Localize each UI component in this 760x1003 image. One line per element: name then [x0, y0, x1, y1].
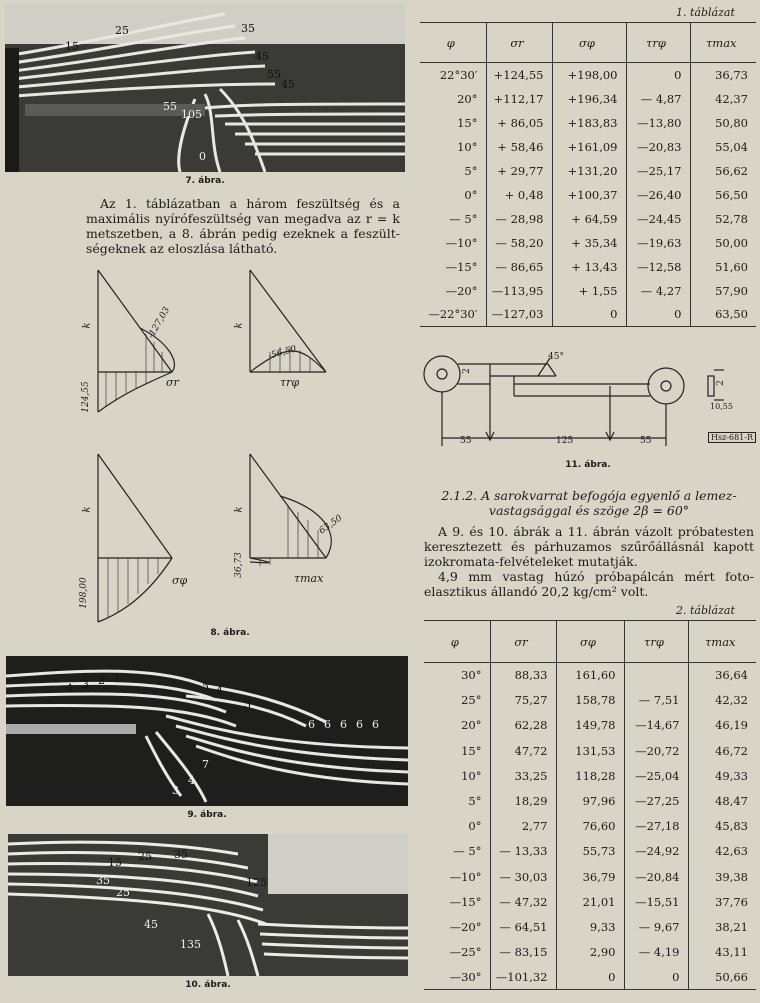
table-cell: 161,60	[556, 663, 624, 688]
table-cell: 50,00	[690, 231, 756, 255]
table-row	[424, 940, 756, 965]
fig8-sr-base: 124,55	[80, 381, 91, 413]
table-row	[420, 111, 756, 135]
table-cell: + 1,55	[552, 279, 626, 303]
table-cell: —24,92	[624, 839, 688, 864]
fig9-label: 7	[202, 758, 209, 771]
paragraph-text: 4,9 mm vastag húzó próbapálcán mért fotoelasztikus állandó 20,2 kg/cm² volt.	[424, 569, 754, 599]
table-cell: —19,63	[626, 231, 690, 255]
table-cell: — 64,51	[490, 914, 556, 939]
table-cell: —25,17	[626, 159, 690, 183]
table-cell: —14,67	[624, 713, 688, 738]
table-cell: 43,11	[688, 940, 756, 965]
paragraph-right	[424, 524, 754, 599]
table-cell: +196,34	[552, 87, 626, 111]
table-row	[424, 914, 756, 939]
table-cell: 56,50	[690, 183, 756, 207]
table-row	[420, 255, 756, 279]
table-cell: 46,72	[688, 738, 756, 763]
table-cell: 42,32	[688, 688, 756, 713]
fig7-label: 35	[241, 22, 255, 35]
fig9-label: 4	[216, 684, 223, 697]
fig7-label: 25	[115, 24, 129, 37]
table-cell: —27,18	[624, 814, 688, 839]
table-row	[420, 231, 756, 255]
figure-9-caption: 9. ábra.	[187, 810, 227, 820]
table-cell: 36,73	[690, 63, 756, 87]
table-cell: 2,77	[490, 814, 556, 839]
table-cell: 5°	[464, 163, 478, 178]
table-row	[424, 713, 756, 738]
table-cell: —101,32	[490, 965, 556, 990]
table-cell: 39,38	[688, 864, 756, 889]
fig7-label: 15	[65, 40, 79, 53]
fig9-label: 1	[114, 672, 121, 685]
fig8-trf-value: -56,50	[267, 344, 298, 362]
table-cell: —15°	[449, 894, 482, 909]
table-cell: — 13,33	[490, 839, 556, 864]
table-cell: 0	[626, 63, 690, 87]
section-heading: 2.1.2. A sarokvarrat befogója egyenlő a lemezvastagsággal és szöge 2β = 60°	[441, 488, 737, 518]
table-cell: + 86,05	[486, 111, 552, 135]
table-cell: 2,90	[556, 940, 624, 965]
fig8-k-label: k	[233, 506, 245, 513]
paragraph-text: Az 1. táblázatban a három feszültség és a maximális nyírófeszültség van megadva az r = k metszetben, a 8. ábrán pedig ezeknek a feszültségeknek az eloszlása látható.	[86, 196, 400, 256]
fig9-label: 3	[82, 678, 89, 691]
table-row	[424, 763, 756, 788]
table-header: σφ	[552, 23, 626, 63]
figure-7-caption: 7. ábra.	[185, 176, 225, 186]
table-header: τrφ	[624, 621, 688, 663]
table-cell: +198,00	[552, 63, 626, 87]
fig10-label: 25	[116, 886, 130, 899]
table-row	[420, 279, 756, 303]
figure-8-caption: 8. ábra.	[210, 628, 250, 638]
table-row	[424, 814, 756, 839]
table-cell: —25,04	[624, 763, 688, 788]
table-cell: 49,33	[688, 763, 756, 788]
table-header: φ	[420, 23, 486, 63]
table-cell: 37,76	[688, 889, 756, 914]
table-cell: —13,80	[626, 111, 690, 135]
fig9-label: 2	[98, 674, 105, 687]
table-cell: 0°	[468, 819, 482, 834]
table-cell: —20,84	[624, 864, 688, 889]
table-cell: 0	[624, 965, 688, 990]
table-cell: — 47,32	[490, 889, 556, 914]
table-row	[420, 159, 756, 183]
fig11-dim-2: 125	[556, 436, 574, 446]
fig8-sr-value: -127,03	[146, 305, 173, 341]
paragraph-text: A 9. és 10. ábrák a 11. ábrán vázolt próbatesten keresztezett és párhuzamos szűrőállásnál kapott izokromata-felvételeket mutatják.	[424, 524, 754, 569]
table-cell: +183,83	[552, 111, 626, 135]
table-cell: 45,83	[688, 814, 756, 839]
table-cell: 118,28	[556, 763, 624, 788]
table-cell: 158,78	[556, 688, 624, 713]
table-cell: —20,72	[624, 738, 688, 763]
table-cell: — 83,15	[490, 940, 556, 965]
fig10-label: 45	[144, 918, 158, 931]
table-cell: — 4,27	[626, 279, 690, 303]
table-row	[420, 87, 756, 111]
figure-11-caption: 11. ábra.	[565, 460, 611, 470]
paragraph-left	[86, 196, 400, 256]
table-header: φ	[424, 621, 490, 663]
table-cell: 0	[626, 303, 690, 327]
fig7-label: 0	[199, 150, 206, 163]
table-cell: 9,33	[556, 914, 624, 939]
figure-10-photo	[8, 834, 408, 976]
table-cell: —20°	[445, 283, 478, 298]
table-cell: 57,90	[690, 279, 756, 303]
fig10-label: 15	[108, 856, 122, 869]
table-cell: +100,37	[552, 183, 626, 207]
table-cell	[624, 663, 688, 688]
table-row	[420, 207, 756, 231]
table-cell: — 4,87	[626, 87, 690, 111]
table-cell: —15°	[445, 259, 478, 274]
table-header: σφ	[556, 621, 624, 663]
fig11-section-width: 2	[715, 380, 726, 386]
table-cell: 15°	[457, 115, 478, 130]
fig9-label: 3	[172, 784, 179, 797]
table-header: τmax	[690, 23, 756, 63]
table-row	[424, 788, 756, 813]
table-cell: + 64,59	[552, 207, 626, 231]
figure-9-photo	[6, 656, 408, 806]
table-cell: 15°	[461, 743, 482, 758]
fig11-angle-label: 45°	[548, 352, 564, 362]
fig9-label: 6	[356, 718, 363, 731]
fig7-label: 105	[181, 108, 202, 121]
table-cell: 42,63	[688, 839, 756, 864]
fig8-sf-base: 198,00	[78, 577, 89, 609]
table-row	[420, 135, 756, 159]
table-cell: 10°	[461, 768, 482, 783]
table-row	[424, 663, 756, 688]
figure-8-diagrams	[80, 262, 380, 642]
table-cell: +124,55	[486, 63, 552, 87]
table-cell: — 28,98	[486, 207, 552, 231]
fig9-label: 4	[66, 682, 73, 695]
table-cell: + 29,77	[486, 159, 552, 183]
table-cell: + 35,34	[552, 231, 626, 255]
fig9-label: 4	[188, 774, 195, 787]
table-row	[424, 839, 756, 864]
table-cell: —10°	[445, 235, 478, 250]
table-cell: 76,60	[556, 814, 624, 839]
fig8-k-label: k	[233, 322, 245, 329]
table-cell: —27,25	[624, 788, 688, 813]
table-cell: 10°	[457, 139, 478, 154]
fig7-label: 45	[281, 78, 295, 91]
table-cell: —113,95	[486, 279, 552, 303]
table-header: σr	[486, 23, 552, 63]
fig10-label: 35	[96, 874, 110, 887]
fig8-sf-label: σφ	[172, 574, 188, 587]
table-header: σr	[490, 621, 556, 663]
table-cell: —26,40	[626, 183, 690, 207]
table-cell: 48,47	[688, 788, 756, 813]
table-row	[424, 889, 756, 914]
table-1	[420, 22, 756, 327]
table-cell: 50,80	[690, 111, 756, 135]
fig10-label: 35	[174, 848, 188, 861]
fig9-label: 6	[372, 718, 379, 731]
fig7-label: 45	[255, 50, 269, 63]
fig10-label: 125	[246, 876, 267, 889]
table-cell: —15,51	[624, 889, 688, 914]
fig9-label: 5	[202, 680, 209, 693]
fig11-drawing-code: Hsz-681-R	[708, 432, 756, 443]
table-row	[424, 864, 756, 889]
table-cell: 51,60	[690, 255, 756, 279]
fig9-label: 3	[244, 698, 251, 711]
table-cell: 0°	[464, 187, 478, 202]
table-cell: +112,17	[486, 87, 552, 111]
table-row	[420, 303, 756, 327]
table-cell: 36,79	[556, 864, 624, 889]
table-cell: +161,09	[552, 135, 626, 159]
table-cell: —24,45	[626, 207, 690, 231]
fig7-label: 55	[163, 100, 177, 113]
table-cell: 22°30′	[439, 67, 478, 82]
fig8-k-label: k	[81, 506, 93, 513]
table-cell: —10°	[449, 869, 482, 884]
fig9-label: 6	[324, 718, 331, 731]
table-cell: 63,50	[690, 303, 756, 327]
table-cell: — 86,65	[486, 255, 552, 279]
table-cell: + 13,43	[552, 255, 626, 279]
fig10-label: 25	[138, 850, 152, 863]
table-cell: — 30,03	[490, 864, 556, 889]
table-cell: 55,04	[690, 135, 756, 159]
table-cell: 30°	[461, 668, 482, 683]
fig10-fringe-pattern	[8, 834, 408, 976]
table-cell: —22°30′	[420, 303, 486, 327]
table-cell: —12,58	[626, 255, 690, 279]
table-cell: 56,62	[690, 159, 756, 183]
figure-7-photo	[5, 4, 405, 172]
table-cell: 36,64	[688, 663, 756, 688]
figure-10-caption: 10. ábra.	[185, 980, 231, 990]
table-cell: 20°	[461, 718, 482, 733]
table-2	[424, 620, 756, 990]
fig8-sr-label: σr	[166, 376, 179, 389]
table-cell: —20°	[449, 919, 482, 934]
table-row	[424, 688, 756, 713]
table-cell: — 7,51	[624, 688, 688, 713]
table-cell: 20°	[457, 91, 478, 106]
table-cell: 46,19	[688, 713, 756, 738]
table-cell: —127,03	[486, 303, 552, 327]
table-cell: —20,83	[626, 135, 690, 159]
table-cell: 149,78	[556, 713, 624, 738]
fig9-fringe-pattern	[6, 656, 408, 806]
table-cell: + 0,48	[486, 183, 552, 207]
table-cell: — 58,20	[486, 231, 552, 255]
fig10-label: 135	[180, 938, 201, 951]
table-row	[420, 183, 756, 207]
fig8-trf-label: τrφ	[280, 376, 300, 389]
table-cell: —25°	[449, 945, 482, 960]
fig9-label: 6	[308, 718, 315, 731]
table-cell: 88,33	[490, 663, 556, 688]
table-cell: — 9,67	[624, 914, 688, 939]
table-row	[424, 965, 756, 990]
fig8-tmax-value: 63,50	[317, 513, 345, 537]
fig7-label: 55	[267, 68, 281, 81]
table-cell: 25°	[461, 693, 482, 708]
table-2-label: 2. táblázat	[676, 604, 735, 617]
fig8-tmax-label: τmax	[294, 572, 324, 585]
fig7-fringe-pattern	[5, 4, 405, 172]
fig9-label: 6	[340, 718, 347, 731]
table-cell: 97,96	[556, 788, 624, 813]
table-cell: 47,72	[490, 738, 556, 763]
table-cell: 42,37	[690, 87, 756, 111]
table-cell: 55,73	[556, 839, 624, 864]
table-cell: + 58,46	[486, 135, 552, 159]
table-header: τrφ	[626, 23, 690, 63]
fig8-k-label: k	[81, 322, 93, 329]
table-cell: — 5°	[453, 844, 482, 859]
table-cell: 0	[556, 965, 624, 990]
table-cell: 33,25	[490, 763, 556, 788]
table-cell: 131,53	[556, 738, 624, 763]
table-cell: 62,28	[490, 713, 556, 738]
table-cell: 18,29	[490, 788, 556, 813]
fig11-dim-1: 55	[460, 436, 472, 446]
fig11-dim-3: 55	[640, 436, 652, 446]
table-row	[424, 738, 756, 763]
table-header: τmax	[688, 621, 756, 663]
table-cell: 5°	[468, 794, 482, 809]
table-cell: 75,27	[490, 688, 556, 713]
table-cell: —30°	[424, 965, 490, 990]
fig11-height-label: 2	[461, 368, 472, 374]
table-cell: 52,78	[690, 207, 756, 231]
table-cell: 21,01	[556, 889, 624, 914]
table-cell: 38,21	[688, 914, 756, 939]
table-cell: 0	[552, 303, 626, 327]
fig11-section-height: 10,55	[710, 402, 733, 411]
table-cell: +131,20	[552, 159, 626, 183]
table-row	[420, 63, 756, 87]
table-1-label: 1. táblázat	[676, 6, 735, 19]
fig8-tmax-base: 36,73	[233, 552, 244, 578]
table-cell: 50,66	[688, 965, 756, 990]
table-cell: — 5°	[449, 211, 478, 226]
table-cell: — 4,19	[624, 940, 688, 965]
